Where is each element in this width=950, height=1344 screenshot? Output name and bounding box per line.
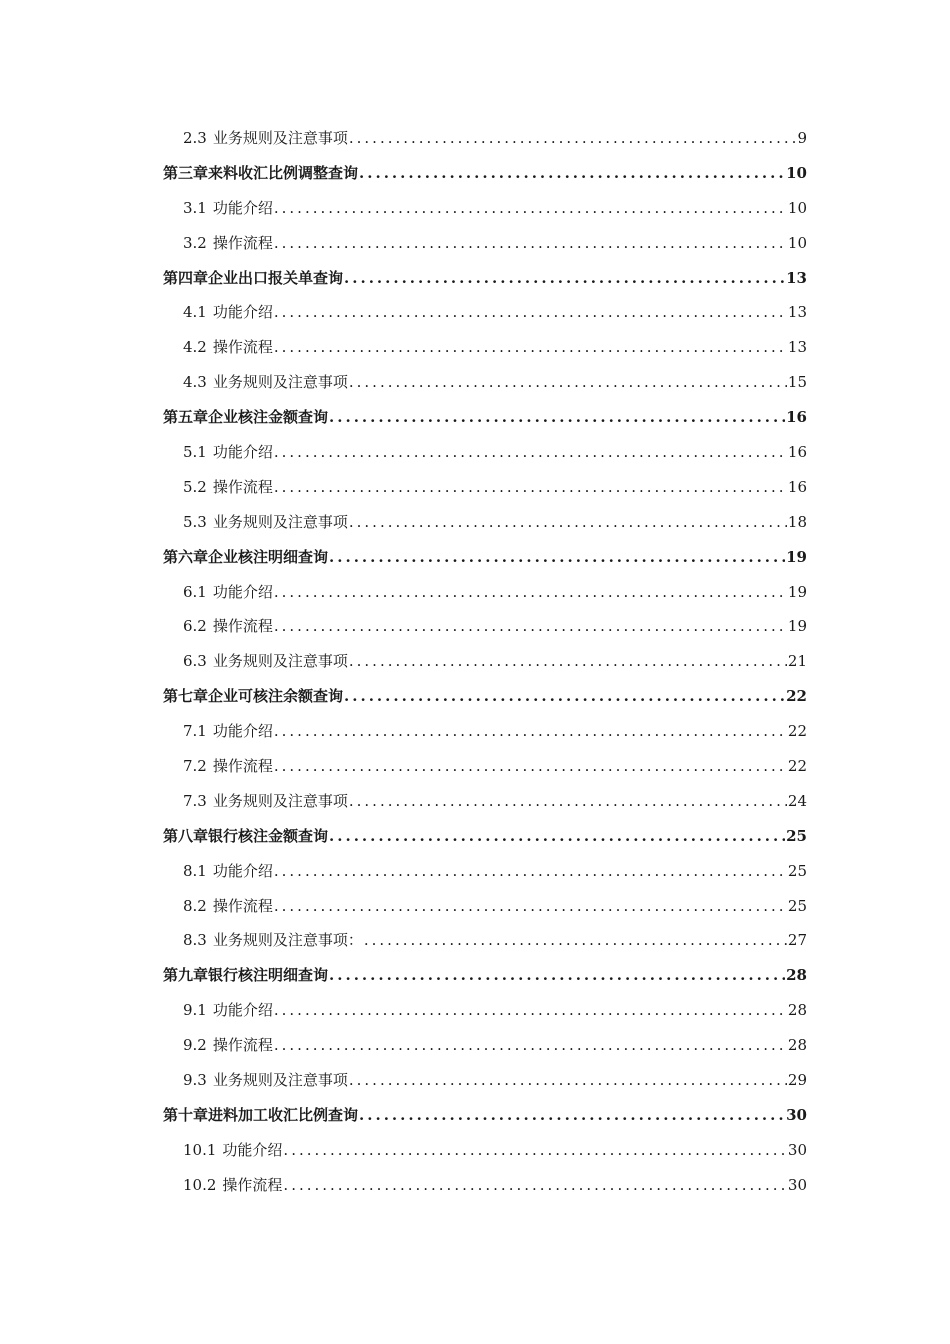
toc-chapter-entry[interactable] <box>163 156 807 191</box>
toc-section-entry[interactable] <box>163 644 807 679</box>
toc-entry-page: 28 <box>787 1036 807 1055</box>
dot-leader <box>344 679 785 714</box>
toc-section-entry[interactable] <box>163 1063 807 1098</box>
dot-leader <box>329 819 785 854</box>
toc-entry-page: 27 <box>787 931 807 950</box>
dot-leader <box>274 609 787 644</box>
toc-entry-number: 9.2 <box>183 1036 207 1055</box>
toc-section-entry[interactable] <box>163 121 807 156</box>
toc-entry-page: 30 <box>786 1105 807 1124</box>
toc-entry-page: 22 <box>787 757 807 776</box>
toc-entry-title: 操作流程 <box>212 896 273 915</box>
toc-chapter-title: 银行核注明细查询 <box>208 966 329 985</box>
dot-leader <box>329 958 785 993</box>
toc-entry-page: 9 <box>797 129 807 147</box>
toc-entry-number: 5.3 <box>183 512 207 531</box>
toc-entry-number: 6.3 <box>183 652 207 671</box>
toc-chapter-title: 企业出口报关单查询 <box>208 268 344 287</box>
toc-entry-number: 6.1 <box>183 582 207 601</box>
toc-entry-page: 22 <box>787 722 807 741</box>
toc-entry-page: 30 <box>787 1140 807 1159</box>
dot-leader <box>349 784 787 819</box>
dot-leader <box>283 1168 786 1203</box>
toc-chapter-title: 银行核注金额查询 <box>208 826 329 845</box>
dot-leader <box>274 470 787 505</box>
dot-leader <box>274 854 787 889</box>
toc-entry-number: 10.2 <box>183 1175 217 1194</box>
toc-entry-page: 25 <box>787 896 807 915</box>
toc-entry-title: 操作流程 <box>212 338 273 357</box>
toc-entry-title: 功能介绍 <box>222 1140 283 1159</box>
toc-chapter-title: 进料加工收汇比例查询 <box>208 1105 359 1124</box>
toc-entry-number: 10.1 <box>183 1140 217 1159</box>
dot-leader <box>274 889 787 924</box>
toc-chapter-number: 第七章 <box>163 687 209 706</box>
toc-entry-number: 2.3 <box>183 129 207 147</box>
toc-chapter-entry[interactable] <box>163 540 807 575</box>
toc-entry-page: 28 <box>786 966 807 985</box>
toc-entry-number: 4.2 <box>183 338 207 357</box>
toc-section-entry[interactable] <box>163 854 807 889</box>
dot-leader <box>274 714 787 749</box>
dot-leader <box>344 261 785 296</box>
dot-leader <box>274 191 787 226</box>
toc-entry-number: 3.1 <box>183 198 207 217</box>
dot-leader <box>359 1098 785 1133</box>
toc-chapter-number: 第六章 <box>163 547 209 566</box>
toc-entry-page: 13 <box>787 338 807 357</box>
toc-chapter-title: 来料收汇比例调整查询 <box>208 163 359 182</box>
toc-entry-title: 操作流程 <box>212 233 273 252</box>
toc-chapter-number: 第九章 <box>163 966 209 985</box>
toc-chapter-title: 企业核注金额查询 <box>208 408 329 427</box>
toc-chapter-title: 企业核注明细查询 <box>208 547 329 566</box>
toc-entry-title: 业务规则及注意事项 <box>212 652 348 671</box>
toc-entry-title: 业务规则及注意事项 <box>212 129 348 147</box>
toc-entry-number: 4.1 <box>183 303 207 322</box>
toc-entry-number: 9.1 <box>183 1001 207 1020</box>
toc-entry-title: 操作流程 <box>222 1175 283 1194</box>
toc-entry-number: 7.1 <box>183 722 207 741</box>
toc-section-entry[interactable] <box>163 295 807 330</box>
toc-chapter-number: 第八章 <box>163 826 209 845</box>
toc-chapter-number: 第十章 <box>163 1105 209 1124</box>
dot-leader <box>274 575 787 610</box>
toc-section-entry[interactable] <box>163 330 807 365</box>
dot-leader <box>359 156 785 191</box>
toc-entry-number: 7.2 <box>183 757 207 776</box>
dot-leader <box>274 330 787 365</box>
toc-chapter-entry[interactable] <box>163 679 807 714</box>
dot-leader <box>274 993 787 1028</box>
toc-entry-page: 25 <box>787 861 807 880</box>
toc-entry-number: 9.3 <box>183 1071 207 1090</box>
toc-chapter-number: 第四章 <box>163 268 209 287</box>
toc-entry-page: 16 <box>786 408 807 427</box>
toc-section-entry[interactable] <box>163 923 807 958</box>
toc-entry-page: 13 <box>786 268 807 287</box>
dot-leader <box>274 749 787 784</box>
toc-entry-page: 10 <box>787 233 807 252</box>
dot-leader <box>349 505 787 540</box>
toc-entry-page: 21 <box>787 652 807 671</box>
toc-entry-title: 功能介绍 <box>212 861 273 880</box>
toc-entry-title: 功能介绍 <box>212 722 273 741</box>
toc-entry-page: 29 <box>787 1071 807 1090</box>
dot-leader <box>329 540 785 575</box>
toc-section-entry[interactable] <box>163 714 807 749</box>
toc-entry-title: 业务规则及注意事项 <box>212 512 348 531</box>
toc-chapter-number: 第三章 <box>163 163 209 182</box>
toc-section-entry[interactable] <box>163 993 807 1028</box>
toc-entry-title: 操作流程 <box>212 1036 273 1055</box>
toc-entry-page: 19 <box>787 617 807 636</box>
toc-chapter-entry[interactable] <box>163 400 807 435</box>
toc-entry-page: 22 <box>786 687 807 706</box>
toc-entry-page: 16 <box>787 443 807 462</box>
toc-entry-number: 5.2 <box>183 477 207 496</box>
toc-entry-page: 10 <box>787 198 807 217</box>
toc-entry-page: 25 <box>786 826 807 845</box>
toc-entry-page: 19 <box>787 582 807 601</box>
toc-entry-page: 30 <box>787 1175 807 1194</box>
dot-leader <box>283 1133 786 1168</box>
dot-leader <box>274 1028 787 1063</box>
toc-entry-number: 8.2 <box>183 896 207 915</box>
toc-entry-number: 4.3 <box>183 373 207 392</box>
toc-entry-number: 7.3 <box>183 791 207 810</box>
toc-section-entry[interactable] <box>163 226 807 261</box>
toc-chapter-entry[interactable] <box>163 261 807 296</box>
toc-entry-title: 功能介绍 <box>212 198 273 217</box>
toc-chapter-entry[interactable] <box>163 958 807 993</box>
toc-section-entry[interactable] <box>163 609 807 644</box>
toc-section-entry[interactable] <box>163 505 807 540</box>
toc-entry-title: 业务规则及注意事项： <box>212 931 363 950</box>
toc-section-entry[interactable] <box>163 1168 807 1203</box>
dot-leader <box>364 923 787 958</box>
toc-entry-number: 8.3 <box>183 931 207 950</box>
toc-entry-title: 功能介绍 <box>212 303 273 322</box>
toc-entry-page: 10 <box>786 163 807 182</box>
toc-section-entry[interactable] <box>163 889 807 924</box>
toc-entry-number: 3.2 <box>183 233 207 252</box>
toc-section-entry[interactable] <box>163 749 807 784</box>
dot-leader <box>349 365 787 400</box>
toc-entry-number: 8.1 <box>183 861 207 880</box>
toc-entry-page: 16 <box>787 477 807 496</box>
toc-section-entry[interactable] <box>163 470 807 505</box>
dot-leader <box>274 295 787 330</box>
toc-section-entry[interactable] <box>163 1028 807 1063</box>
table-of-contents <box>163 121 807 1203</box>
dot-leader <box>349 644 787 679</box>
dot-leader <box>349 1063 787 1098</box>
toc-chapter-entry[interactable] <box>163 1098 807 1133</box>
toc-section-entry[interactable] <box>163 784 807 819</box>
toc-entry-page: 15 <box>787 373 807 392</box>
toc-entry-page: 18 <box>787 512 807 531</box>
dot-leader <box>274 226 787 261</box>
dot-leader <box>329 400 785 435</box>
toc-entry-title: 操作流程 <box>212 477 273 496</box>
toc-chapter-entry[interactable] <box>163 819 807 854</box>
toc-entry-page: 24 <box>787 791 807 810</box>
toc-section-entry[interactable] <box>163 191 807 226</box>
toc-entry-title: 功能介绍 <box>212 443 273 462</box>
toc-entry-title: 业务规则及注意事项 <box>212 373 348 392</box>
dot-leader <box>274 435 787 470</box>
toc-entry-title: 业务规则及注意事项 <box>212 791 348 810</box>
toc-entry-title: 业务规则及注意事项 <box>212 1071 348 1090</box>
toc-entry-page: 13 <box>787 303 807 322</box>
toc-entry-title: 操作流程 <box>212 617 273 636</box>
toc-section-entry[interactable] <box>163 1133 807 1168</box>
toc-entry-number: 6.2 <box>183 617 207 636</box>
toc-section-entry[interactable] <box>163 575 807 610</box>
toc-entry-page: 28 <box>787 1001 807 1020</box>
toc-entry-title: 操作流程 <box>212 757 273 776</box>
toc-section-entry[interactable] <box>163 365 807 400</box>
toc-entry-title: 功能介绍 <box>212 582 273 601</box>
toc-chapter-number: 第五章 <box>163 408 209 427</box>
toc-section-entry[interactable] <box>163 435 807 470</box>
toc-chapter-title: 企业可核注余额查询 <box>208 687 344 706</box>
toc-entry-title: 功能介绍 <box>212 1001 273 1020</box>
dot-leader <box>349 121 797 156</box>
toc-entry-page: 19 <box>786 547 807 566</box>
toc-entry-number: 5.1 <box>183 443 207 462</box>
